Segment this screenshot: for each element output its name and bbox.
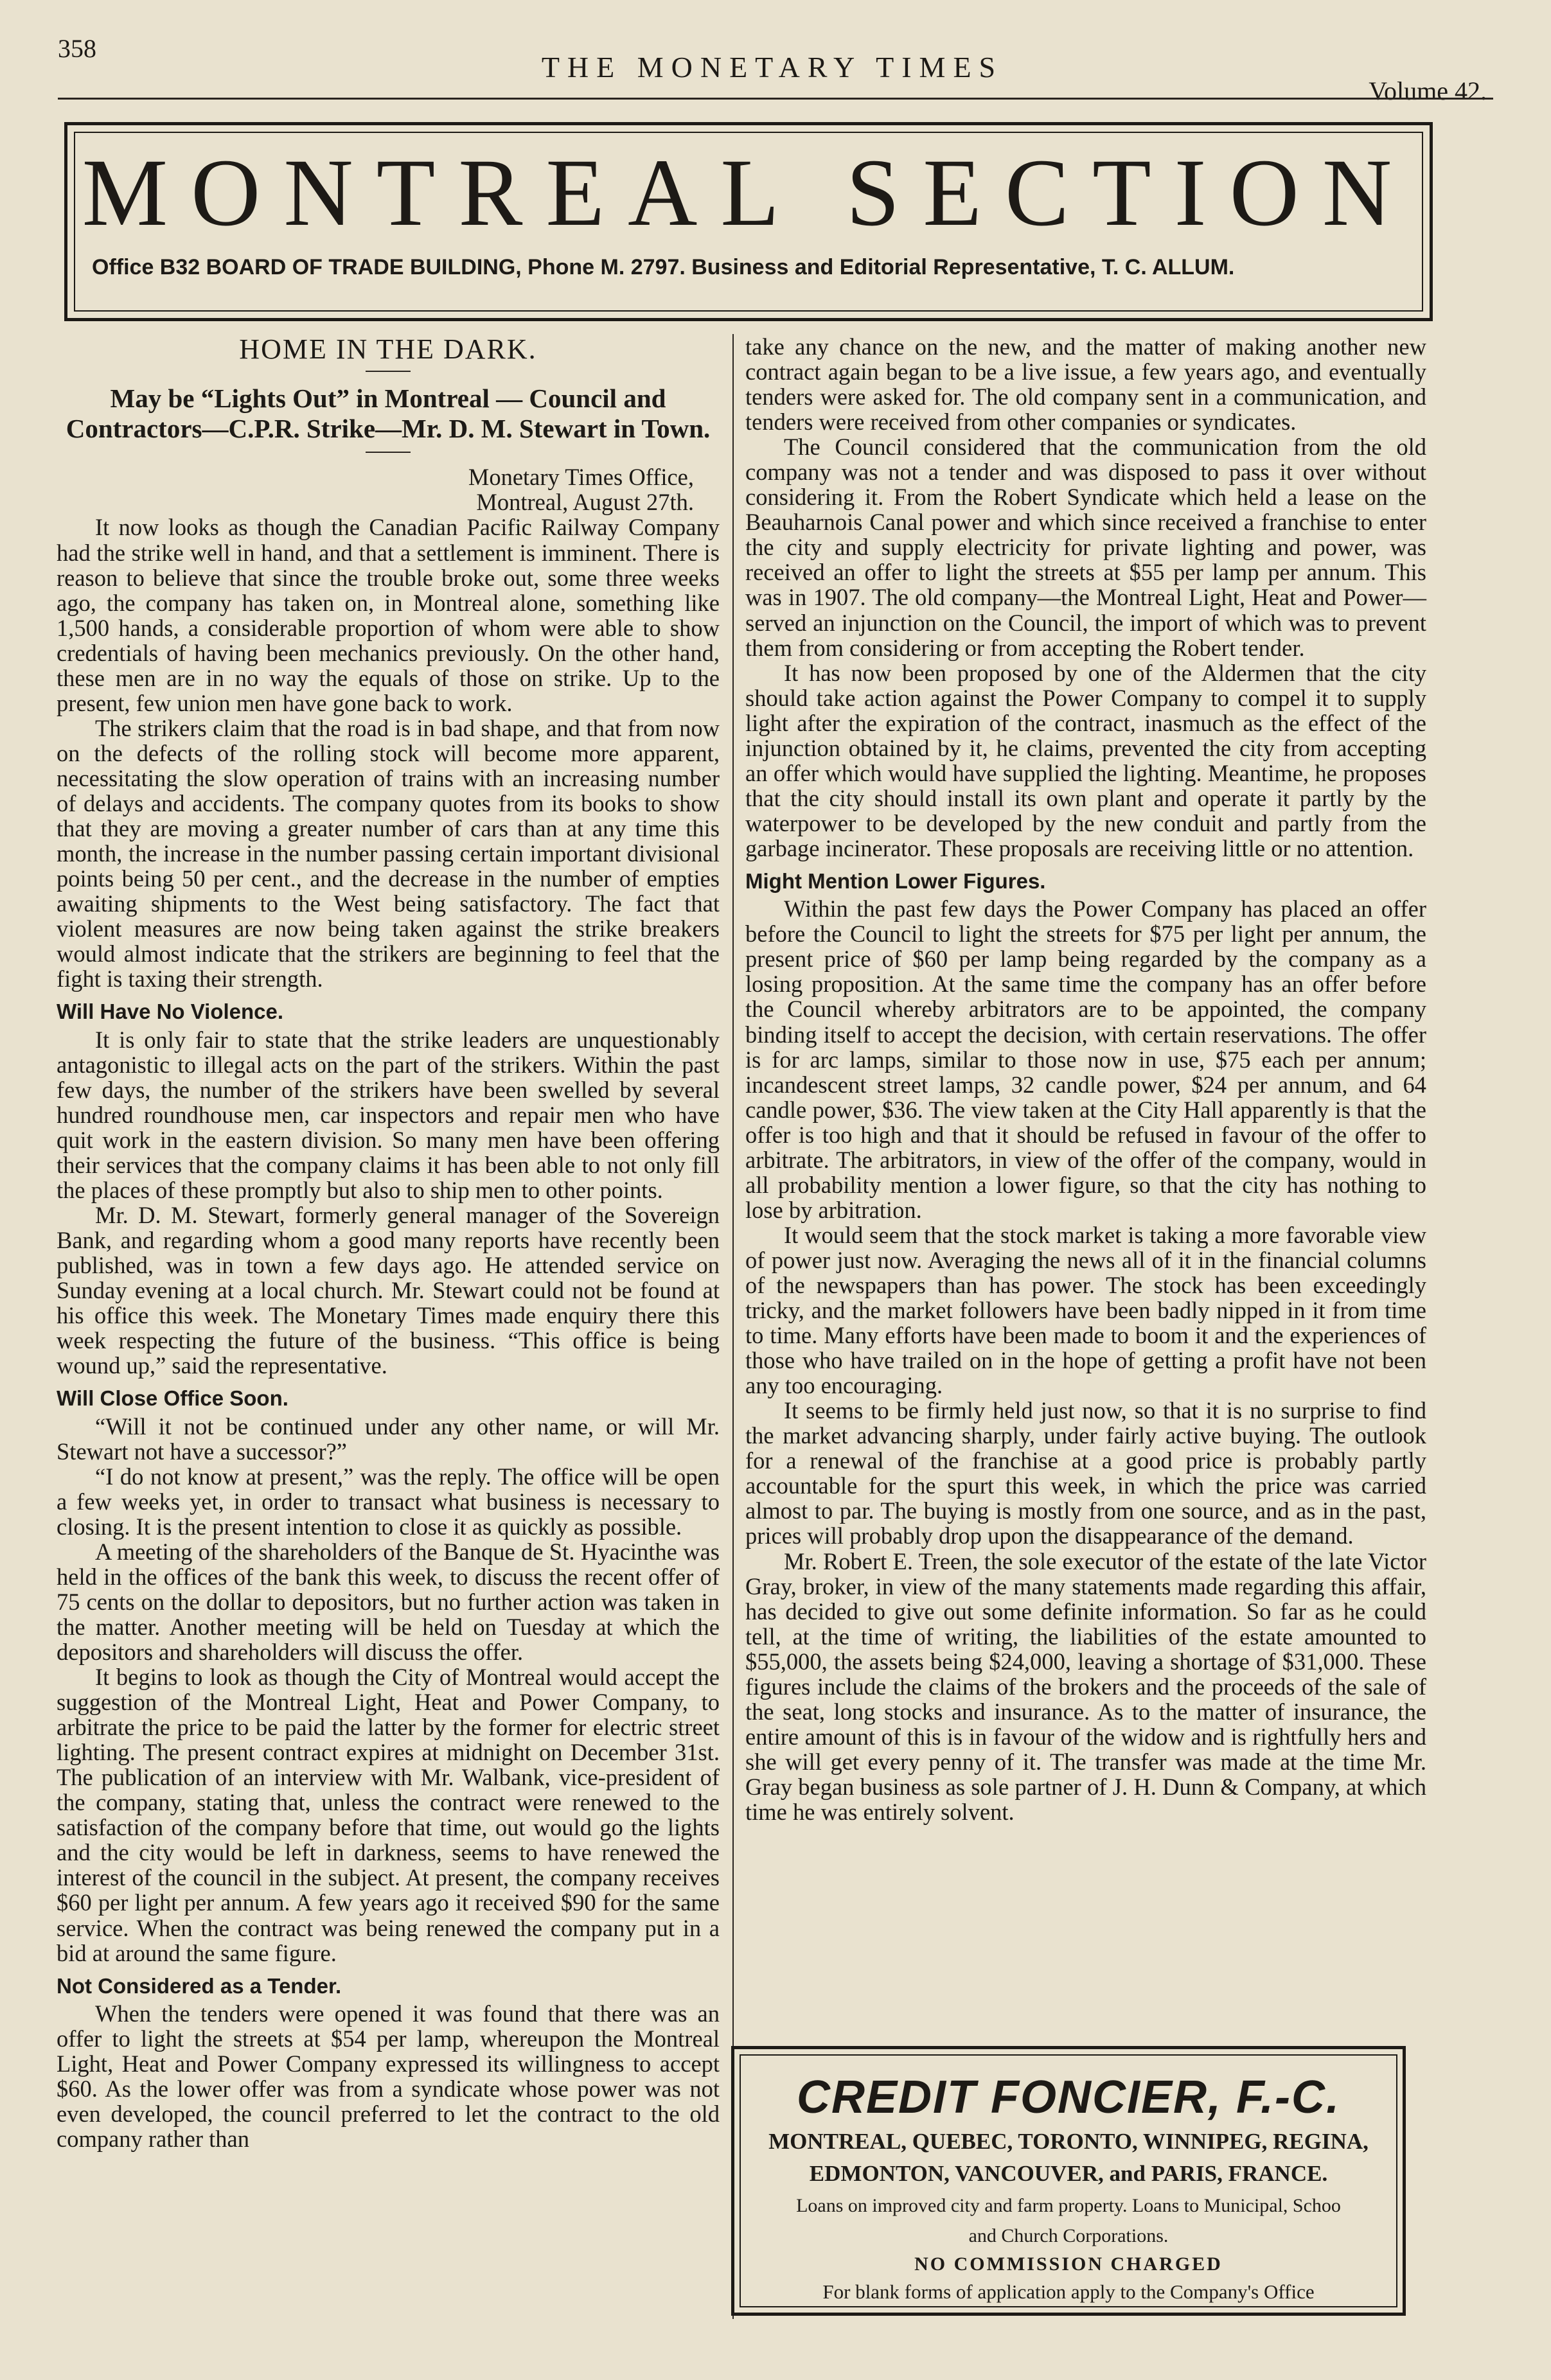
ad-cities-line-1: MONTREAL, QUEBEC, TORONTO, WINNIPEG, REGINA, (768, 2129, 1369, 2154)
ad-loans-line-2: and Church Corporations. (968, 2225, 1169, 2246)
ad-loans-line-1: Loans on improved city and farm property. Loans to Municipal, Schoo (796, 2194, 1341, 2216)
article-subhead: May be “Lights Out” in Montreal — Council and Contractors—C.P.R. Strike—Mr. D. M. Stewart in Town. (66, 383, 711, 444)
running-head (58, 26, 1487, 103)
section-heading: Might Mention Lower Figures. (745, 868, 1046, 893)
column-divider (732, 334, 734, 2319)
subhead-rule (366, 452, 411, 453)
paragraph: Mr. Robert E. Treen, the sole executor of the estate of the late Victor Gray, broker, in view of the many statements made regarding this affair, has decided to give out some definite information. So far as he could tell, at the time of writing, the liabilities of the estate amounted to $55,000, the assets being $24,000, leaving a shortage of $31,000. These figures include the claims of the brokers and the proceeds of the sale of the seat, long stocks and insurance. As to the matter of insurance, the entire amount of this is in favour of the widow and is rightfully hers and she will get every penny of it. The transfer was made at the time Mr. Gray began business as sole partner of J. H. Dunn & Company, at which time he was entirely solvent. (745, 1547, 1426, 1825)
ad-blank-forms: For blank forms of application apply to the Company's Office (822, 2280, 1315, 2303)
paragraph: The Council considered that the communication from the old company was not a tender and was disposed to pass it over without considering it. From the Robert Syndicate which held a lease on the Beauharnois Canal power and which since received a franchise to enter the city and supply electricity for private lighting and power, was received an offer to light the streets at $55 per lamp per annum. This was in 1907. The old company—the Montreal Light, Heat and Power—served an injunction on the Council, the import of which was to prevent them from considering or from accepting the Robert tender. (745, 434, 1426, 661)
paragraph: It would seem that the stock market is taking a more favorable view of power just now. Averaging the news all of it in the financial columns of the newspapers than has power. The stock has been exceedingly tricky, and the market followers have been badly nipped in it from time to time. Many efforts have been made to boom it and the experiences of those who have trailed on in the hope of getting a profit have not been any too encouraging. (745, 1221, 1426, 1399)
office-line: Office B32 BOARD OF TRADE BUILDING, Phone M. 2797. Business and Editorial Representative, T. C. ALLUM. (92, 255, 1235, 279)
header-rule (58, 98, 1493, 100)
section-masthead (64, 122, 1433, 321)
section-heading: Will Close Office Soon. (57, 1386, 288, 1411)
ad-cities-line-2: EDMONTON, VANCOUVER, and PARIS, FRANCE. (809, 2160, 1328, 2186)
headline-rule (366, 371, 411, 372)
section-title: MONTREAL SECTION (82, 139, 1415, 246)
paragraph: take any chance on the new, and the matter of making another new contract again began to be a live issue, a few years ago, and eventually tenders were asked for. The old company sent in a communication, and tenders were received from other companies or syndicates. (745, 333, 1426, 436)
dateline-office: Monetary Times Office, (468, 464, 694, 491)
paragraph: It seems to be firmly held just now, so that it is no surprise to find the market advancing sharply, under fairly active buying. The outlook for a renewal of the franchise at a good price is probably partly accountable for the spurt this week, in which the price was carried almost to par. The buying is mostly from one source, and as in the past, prices will probably drop upon the disappearance of the demand. (745, 1397, 1426, 1549)
paragraph: Mr. D. M. Stewart, formerly general manager of the Sovereign Bank, and regarding whom a good many reports have recently been published, was in town a few days ago. He attended service on Sunday evening at a local church. Mr. Stewart could not be found at his office this week. The Monetary Times made enquiry there this week respecting the future of the business. “This office is being wound up,” said the representative. (57, 1201, 720, 1379)
paragraph: Within the past few days the Power Company has placed an offer before the Council to light the streets for $75 per light per annum, the present price of $60 per lamp being regarded by the company as a losing proposition. At the same time the company has an offer before the Council whereby arbitrators are to be appointed, the company binding itself to accept the decision, with certain reservations. The offer is for arc lamps, similar to those now in use, $75 each per annum; incandescent street lamps, 32 candle power, $24 per annum, and 64 candle power, $36. The view taken at the City Hall apparently is that the offer is too high and that it should be refused in favour of the offer to arbitrate. The arbitrators, in view of the offer of the company, would in all probability mention a lower figure, so that the city has nothing to lose by arbitration. (745, 895, 1426, 1223)
ad-no-commission: NO COMMISSION CHARGED (914, 2253, 1223, 2275)
paragraph: When the tenders were opened it was found that there was an offer to light the streets at $54 per lamp, whereupon the Montreal Light, Heat and Power Company expressed its willingness to accept $60. As the lower offer was from a syndicate whose power was not even developed, the council preferred to let the contract to the old company rather than (57, 2000, 720, 2153)
paragraph: It is only fair to state that the strike leaders are unquestionably antagonistic to illegal acts on the part of the strikers. Within the past few days, the number of the strikers have been swelled by several hundred roundhouse men, car inspectors and repair men who have quit work in the eastern division. So many men have been offering their services that the company claims it has been able to not only fill the places of these promptly but also to ship men to other points. (57, 1026, 720, 1203)
volume-label: Volume 42. (1369, 76, 1487, 105)
running-title: THE MONETARY TIMES (541, 51, 1004, 84)
section-heading: Not Considered as a Tender. (57, 1973, 342, 1998)
paragraph: It begins to look as though the City of Montreal would accept the suggestion of the Montreal Light, Heat and Power Company, to arbitrate the price to be paid the latter by the former for electric street lighting. The present contract expires at midnight on December 31st. The publication of an interview with Mr. Walbank, vice-president of the company, stating that, unless the contract were renewed to the satisfaction of the company before that time, out would go the lights and the city would be left in darkness, seems to have renewed the interest of the council in the subject. At present, the company receives $60 per light per annum. A few years ago it received $90 for the same service. When the contract was being renewed the company put in a bid at around the same figure. (57, 1664, 720, 1966)
article-headline: HOME IN THE DARK. (239, 333, 537, 365)
page-number: 358 (58, 34, 96, 63)
right-column (745, 334, 1426, 1824)
dateline (57, 464, 694, 515)
ad-inner-frame (740, 2054, 1397, 2307)
masthead-inner-frame (74, 132, 1423, 312)
paragraph: “I do not know at present,” was the reply. The office will be open a few weeks yet, in order to transact what business is necessary to closing. It is the present intention to close it as quickly as possible. (57, 1463, 720, 1540)
left-column (57, 334, 720, 2151)
paragraph: It has now been proposed by one of the Aldermen that the city should take action against the Power Company to compel it to supply light after the expiration of the contract, inasmuch as the effect of the injunction obtained by it, he claims, prevented the city from accepting an offer which would have supplied the lighting. Meantime, he proposes that the city should install its own plant and operate it partly by the waterpower to be developed by the new conduit and partly from the garbage incinerator. These proposals are receiving little or no attention. (745, 659, 1426, 861)
paragraph: It now looks as though the Canadian Pacific Railway Company had the strike well in hand, and that a settlement is imminent. There is reason to believe that since the trouble broke out, some three weeks ago, the company has taken on, in Montreal alone, something like 1,500 hands, a considerable proportion of whom were able to show credentials of having been mechanics previously. On the other hand, these men are in no way the equals of those on strike. Up to the present, few union men have gone back to work. (57, 514, 720, 716)
credit-foncier-advertisement (731, 2046, 1406, 2316)
paragraph: A meeting of the shareholders of the Banque de St. Hyacinthe was held in the offices of the bank this week, to discuss the recent offer of 75 cents on the dollar to depositors, but no further action was taken in the matter. Another meeting will be held on Tuesday at which the depositors and shareholders will discuss the offer. (57, 1538, 720, 1666)
section-heading: Will Have No Violence. (57, 1000, 284, 1024)
dateline-place: Montreal, August 27th. (476, 489, 694, 516)
paragraph: “Will it not be continued under any other name, or will Mr. Stewart not have a successor?” (57, 1413, 720, 1465)
paragraph: The strikers claim that the road is in bad shape, and that from now on the defects of the rolling stock will become more apparent, necessitating the slow operation of trains with an increasing number of delays and accidents. The company quotes from its books to show that they are moving a greater number of cars than at any time this month, the increase in the number passing certain important divisional points being 50 per cent., and the decrease in the number of empties awaiting shipments to the West being satisfactory. The fact that violent measures are now being taken against the strike breakers would almost indicate that the strikers are beginning to feel that the fight is taxing their strength. (57, 714, 720, 992)
ad-company-name: CREDIT FONCIER, F.-C. (797, 2072, 1340, 2123)
